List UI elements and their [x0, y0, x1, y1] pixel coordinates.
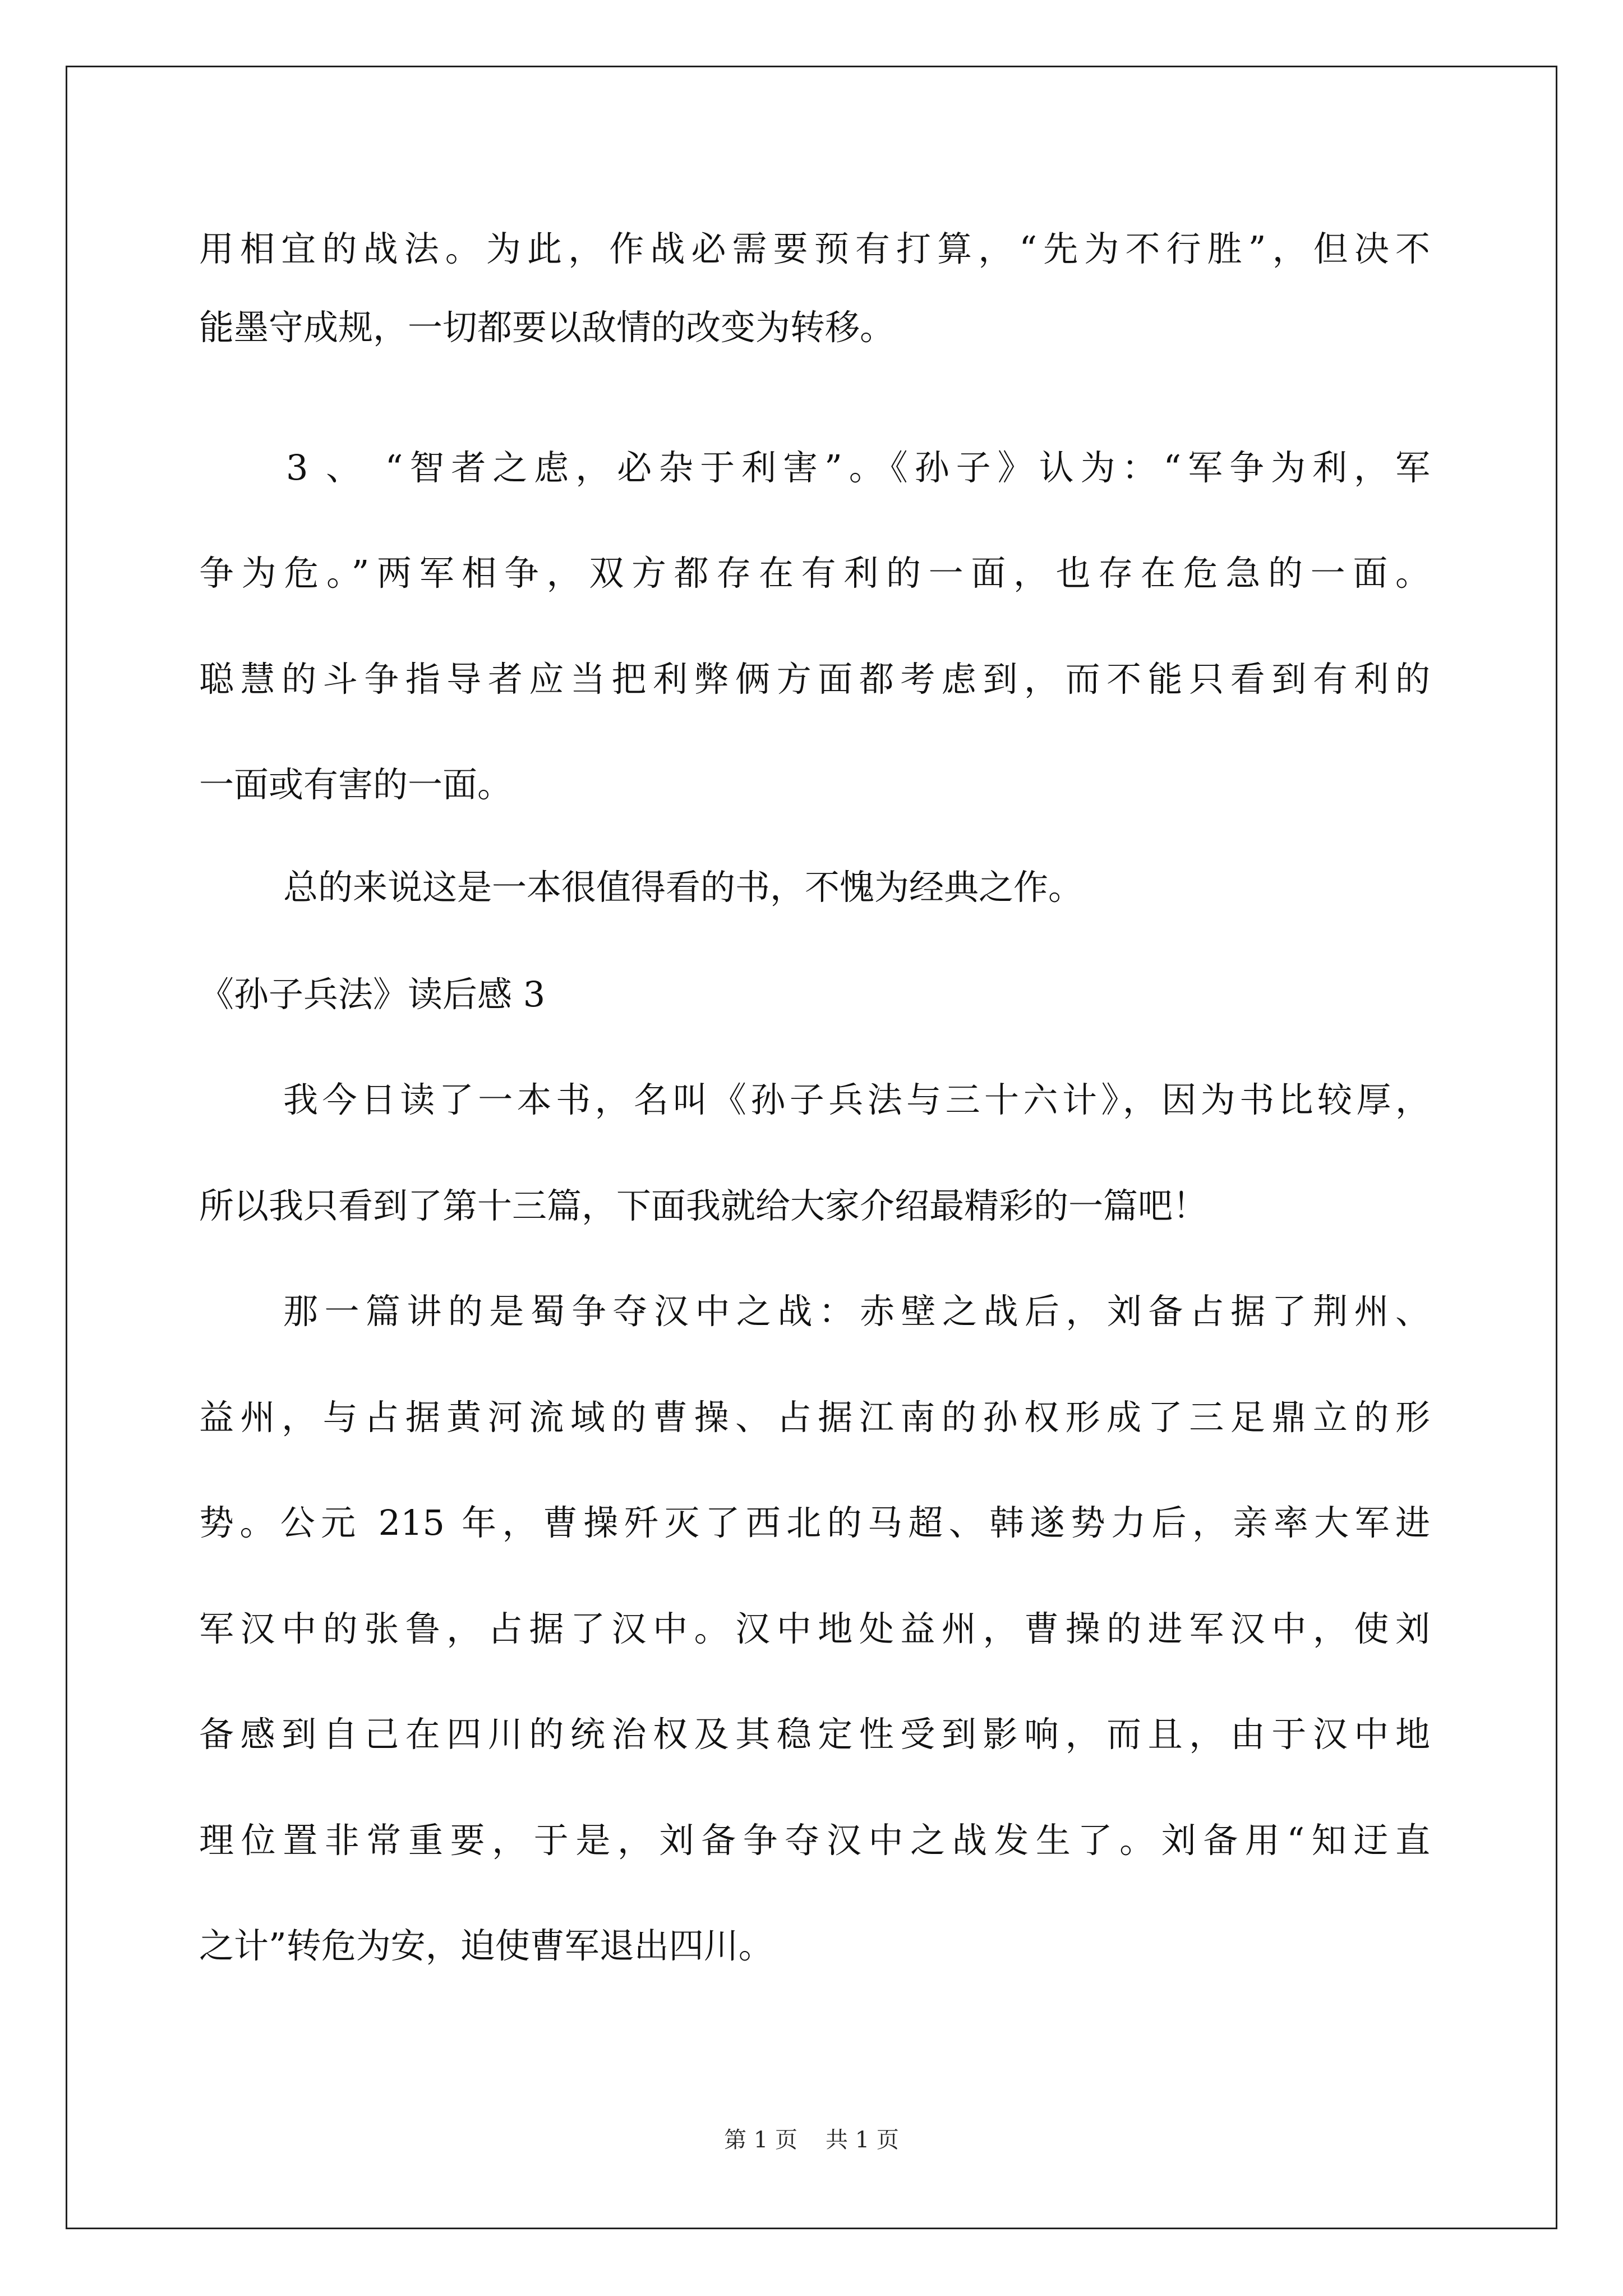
paragraph-line: 3 、 “智者之虑，必杂于利害”。《孙子》认为：“军争为利，军 [286, 447, 1430, 488]
page-total: 共 1 页 [826, 2127, 899, 2153]
page-number: 第 1 页 [724, 2127, 797, 2153]
paragraph-line: 总的来说这是一本很值得看的书，不愧为经典之作。 [283, 867, 1083, 908]
paragraph-line: 备感到自己在四川的统治权及其稳定性受到影响，而且，由于汉中地 [199, 1714, 1430, 1755]
paragraph-line: 争为危。”两军相争，双方都存在有利的一面，也存在危急的一面。 [199, 553, 1430, 593]
page-footer [0, 2126, 1623, 2154]
paragraph-line: 所以我只看到了第十三篇，下面我就给大家介绍最精彩的一篇吧！ [199, 1185, 1208, 1226]
section-heading: 《孙子兵法》读后感 3 [199, 974, 546, 1015]
paragraph-line: 益州，与占据黄河流域的曹操、占据江南的孙权形成了三足鼎立的形 [199, 1397, 1430, 1438]
paragraph-line: 理位置非常重要，于是，刘备争夺汉中之战发生了。刘备用“知迂直 [199, 1820, 1430, 1861]
paragraph-line: 一面或有害的一面。 [199, 764, 513, 805]
paragraph-line: 用相宜的战法。为此，作战必需要预有打算，“先为不行胜”，但决不 [199, 228, 1430, 269]
paragraph-line: 势。公元 215 年，曹操歼灭了西北的马超、韩遂势力后，亲率大军进 [199, 1502, 1430, 1543]
page-border [66, 66, 1557, 2229]
paragraph-line: 聪慧的斗争指导者应当把利弊俩方面都考虑到，而不能只看到有利的 [199, 659, 1430, 700]
paragraph-line: 那一篇讲的是蜀争夺汉中之战：赤壁之战后，刘备占据了荆州、 [283, 1291, 1430, 1332]
paragraph-line: 军汉中的张鲁，占据了汉中。汉中地处益州，曹操的进军汉中，使刘 [199, 1608, 1430, 1649]
paragraph-line: 我今日读了一本书，名叫《孙子兵法与三十六计》，因为书比较厚， [283, 1079, 1430, 1120]
paragraph-line: 之计”转危为安，迫使曹军退出四川。 [199, 1925, 773, 1966]
paragraph-line: 能墨守成规，一切都要以敌情的改变为转移。 [199, 307, 895, 348]
